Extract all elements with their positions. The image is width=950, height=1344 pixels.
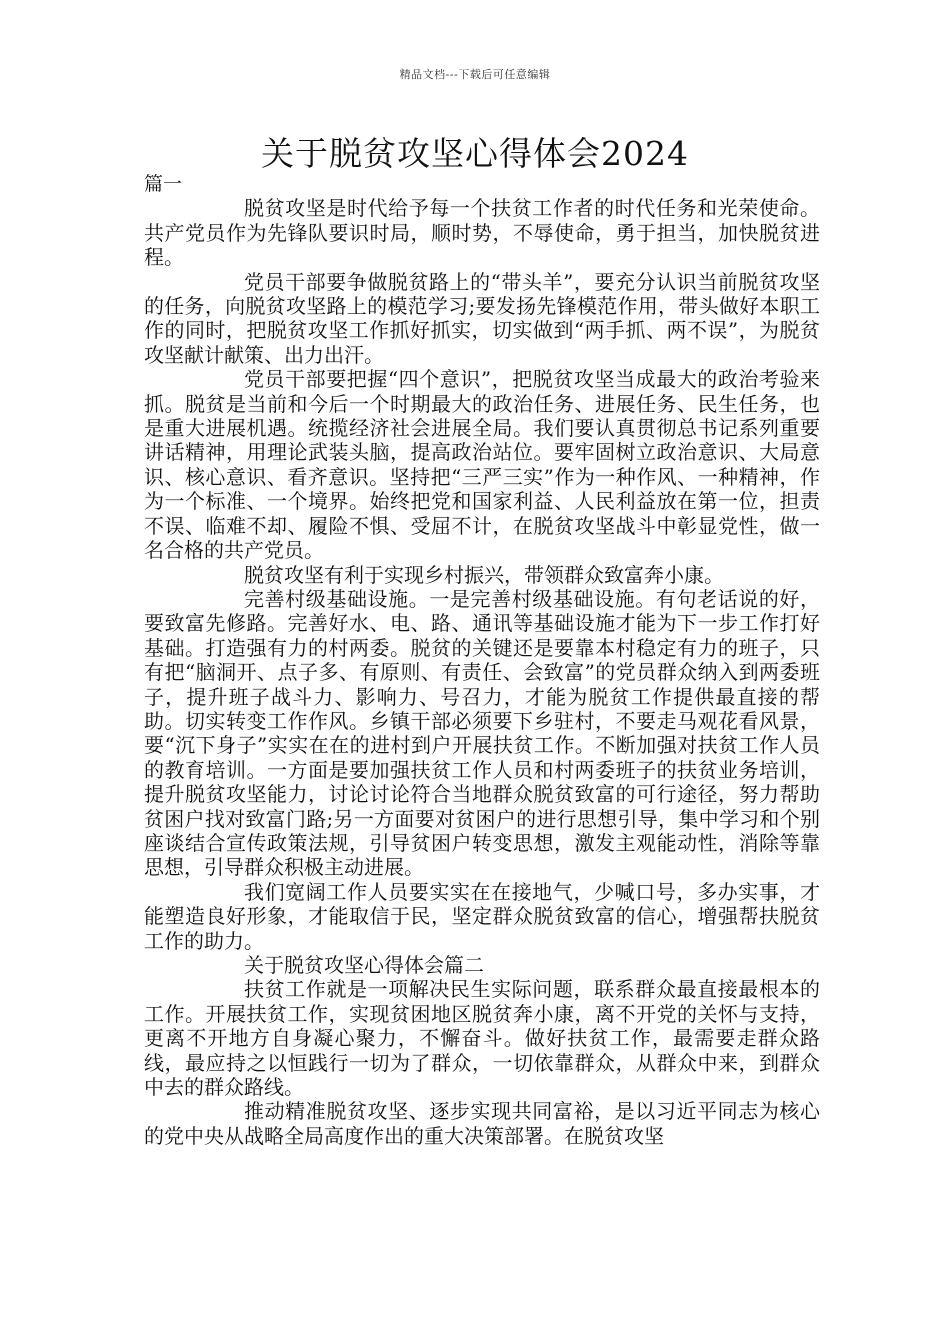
paragraph: 脱贫攻坚有利于实现乡村振兴，带领群众致富奔小康。 [244,562,724,587]
paragraph: 党员干部要争做脱贫路上的“带头羊”，要充分认识当前脱贫攻坚的任务，向脱贫攻坚路上的模范学习;要发扬先锋模范作用，带头做好本职工作的同时，把脱贫攻坚工作抓好抓实，切实做到“两手抓、两不误”，为脱贫攻坚献计献策、出力出汗。 [144,269,820,367]
paragraph: 完善村级基础设施。一是完善村级基础设施。有句老话说的好，要致富先修路。完善好水、电、路、通讯等基础设施才能为下一步工作打好基础。打造强有力的村两委。脱贫的关键还是要靠本村稳定有力的班子，只有把“脑洞开、点子多、有原则、有责任、会致富”的党员群众纳入到两委班子，提升班子战斗力、影响力、号召力，才能为脱贫工作提供最直接的帮助。切实转变工作作风。乡镇干部必须要下乡驻村，不要走马观花看风景，要“沉下身子”实实在在的进村到户开展扶贫工作。不断加强对扶贫工作人员的教育培训。一方面是要加强扶贫工作人员和村两委班子的扶贫业务培训，提升脱贫攻坚能力，讨论讨论符合当地群众脱贫致富的可行途径，努力帮助贫困户找对致富门路;另一方面要对贫困户的进行思想引导，集中学习和个别座谈结合宣传政策法规，引导贫困户转变思想，激发主观能动性，消除等靠思想，引导群众积极主动进展。 [144,586,820,880]
page-header-note: 精品文档---下载后可任意编辑 [399,68,551,81]
section-label: 篇一 [144,173,183,195]
document-body [144,172,820,1148]
paragraph: 党员干部要把握“四个意识”，把脱贫攻坚当成最大的政治考验来抓。脱贫是当前和今后一个时期最大的政治任务、进展任务、民生任务，也是重大进展机遇。统揽经济社会进展全局。我们要认真贯彻总书记系列重要讲话精神，用理论武装头脑，提高政治站位。要牢固树立政治意识、大局意识、核心意识、看齐意识。坚持把“三严三实”作为一种作风、一种精神，作为一个标准、一个境界。始终把党和国家利益、人民利益放在第一位，担责不误、临难不却、履险不惧、受屈不计，在脱贫攻坚战斗中彰显党性，做一名合格的共产党员。 [144,367,820,563]
paragraph: 我们宽阔工作人员要实实在在接地气，少喊口号，多办实事，才能塑造良好形象，才能取信于民，坚定群众脱贫致富的信心，增强帮扶脱贫工作的助力。 [144,879,820,953]
document-title: 关于脱贫攻坚心得体会2024 [261,134,689,173]
section-heading: 关于脱贫攻坚心得体会篇二 [244,953,484,977]
paragraph: 推动精准脱贫攻坚、逐步实现共同富裕，是以习近平同志为核心的党中央从战略全局高度作出的重大决策部署。在脱贫攻坚 [144,1099,820,1148]
paragraph: 扶贫工作就是一项解决民生实际问题，联系群众最直接最根本的工作。开展扶贫工作，实现贫困地区脱贫奔小康，离不开党的关怀与支持，更离不开地方自身凝心聚力，不懈奋斗。做好扶贫工作，最需要走群众路线，最应持之以恒践行一切为了群众，一切依靠群众，从群众中来，到群众中去的群众路线。 [144,977,820,1100]
paragraph: 脱贫攻坚是时代给予每一个扶贫工作者的时代任务和光荣使命。共产党员作为先锋队要识时局，顺时势，不辱使命，勇于担当，加快脱贫进程。 [144,196,820,270]
